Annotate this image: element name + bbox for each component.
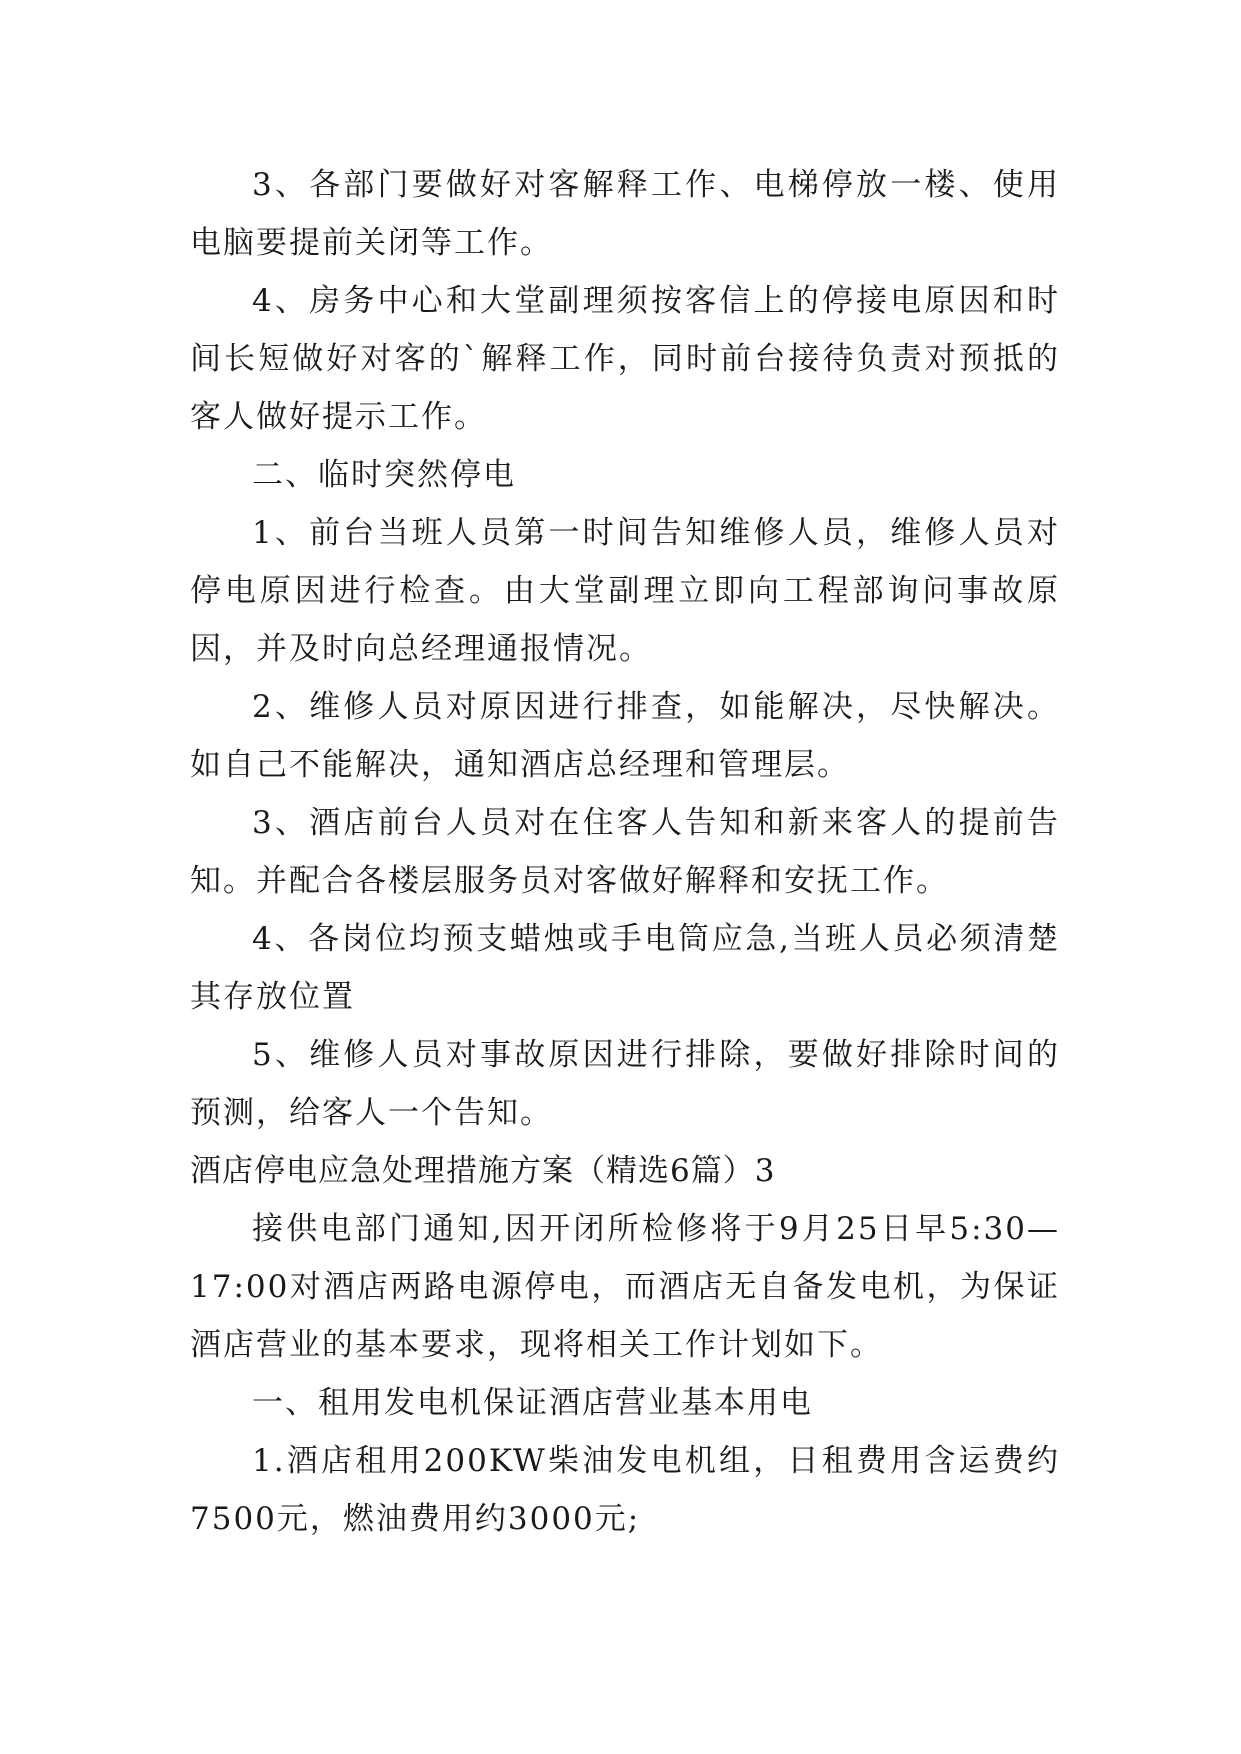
section-heading-rent-generator: 一、租用发电机保证酒店营业基本用电: [252, 1385, 813, 1421]
paragraph-item-2-maintenance-check: 2、维修人员对原因进行排查，如能解决，尽快解决。如自己不能解决，通知酒店总经理和管理层。: [190, 689, 1060, 783]
paragraph-item-1-front-desk-inform: 1、前台当班人员第一时间告知维修人员，维修人员对停电原因进行检查。由大堂副理立即向工程部询问事故原因，并及时向总经理通报情况。: [190, 515, 1060, 667]
paragraph-item-5-repair-estimate: 5、维修人员对事故原因进行排除，要做好排除时间的预测，给客人一个告知。: [190, 1037, 1060, 1131]
paragraph-item-4-housekeeping-explain: 4、房务中心和大堂副理须按客信上的停接电原因和时间长短做好对客的`解释工作，同时前台接待负责对预抵的客人做好提示工作。: [190, 283, 1060, 435]
document-body: [190, 156, 1060, 1548]
section-heading-sudden-outage: 二、临时突然停电: [252, 457, 516, 493]
paragraph-item-3-front-desk-guests: 3、酒店前台人员对在住客人告知和新来客人的提前告知。并配合各楼层服务员对客做好解释和安抚工作。: [190, 805, 1060, 899]
paragraph-item-1-generator-cost: 1.酒店租用200KW柴油发电机组，日租费用含运费约7500元，燃油费用约3000元;: [190, 1443, 1060, 1537]
paragraph-item-4-candles-flashlights: 4、各岗位均预支蜡烛或手电筒应急,当班人员必须清楚其存放位置: [190, 921, 1060, 1015]
document-title-section-3: 酒店停电应急处理措施方案（精选6篇）3: [190, 1153, 776, 1189]
paragraph-power-notice: 接供电部门通知,因开闭所检修将于9月25日早5:30—17:00对酒店两路电源停电，而酒店无自备发电机，为保证酒店营业的基本要求，现将相关工作计划如下。: [190, 1211, 1060, 1363]
paragraph-item-3-notify-departments: 3、各部门要做好对客解释工作、电梯停放一楼、使用电脑要提前关闭等工作。: [190, 167, 1060, 261]
